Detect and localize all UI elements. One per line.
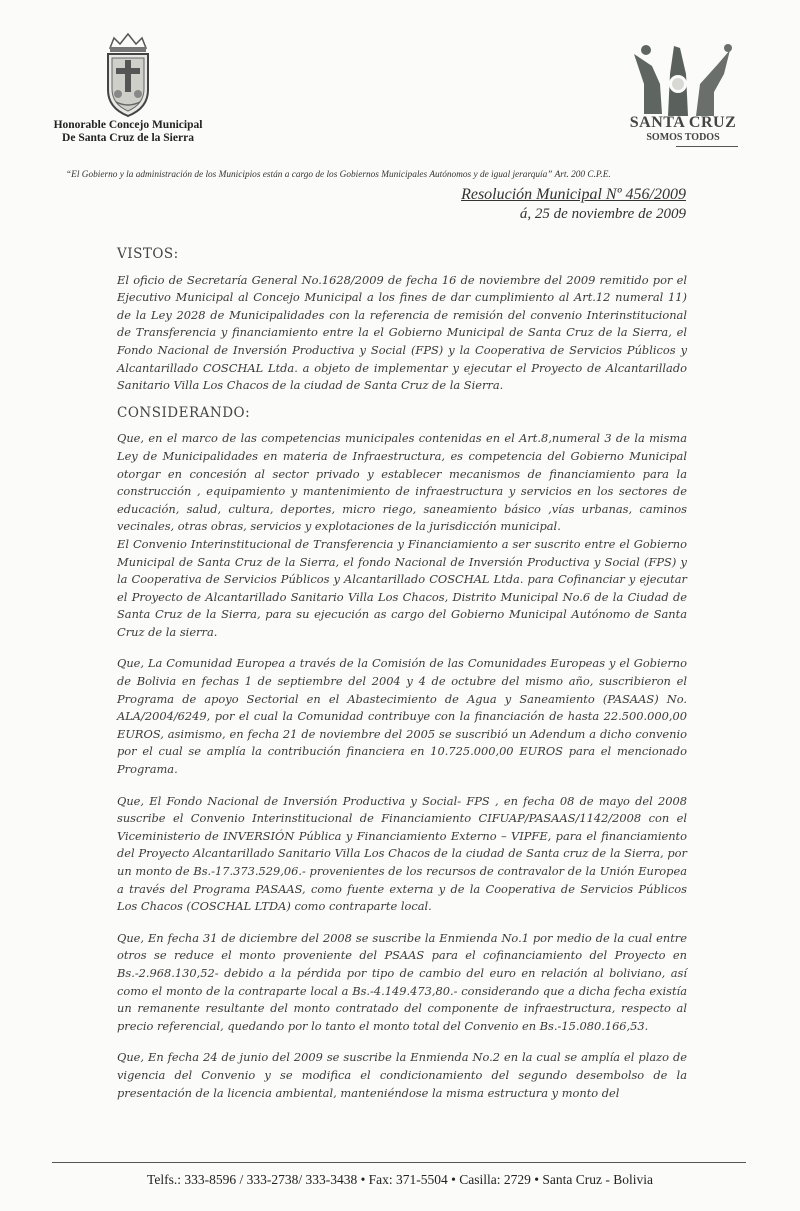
resolution-title: Resolución Municipal Nº 456/2009 (461, 186, 686, 203)
resolution-body (117, 246, 687, 1102)
santa-cruz-figures-icon (630, 44, 734, 120)
council-name (40, 119, 216, 145)
santa-cruz-name: SANTA CRUZ (629, 114, 737, 131)
santa-cruz-logo (628, 44, 738, 156)
considerando-paragraph-4: Que, El Fondo Nacional de Inversión Productiva y Social- FPS , en fecha 08 de mayo del 2008 suscribe el Convenio Interinstitucional de Financiamiento CIFUAP/PASAAS/1142/2008 con el Viceministerio de INVERSIÓN Pública y Financiamiento Externo – VIPFE, para el financiamiento del Proyecto Alcantarillado Sanitario Villa Los Chacos de la ciudad de Santa cruz de la Sierra, por un monto de Bs.-17.373.529,06.- provenientes de los recursos de contravalor de la Unión Europea a través del Programa PASAAS, como fuente externa y de la Cooperativa de Servicios Públicos Los Chacos (COSCHAL LTDA) como contraparte local. (117, 793, 687, 914)
considerando-heading: CONSIDERANDO: (117, 404, 251, 421)
santa-cruz-tagline: SOMOS TODOS (646, 132, 720, 143)
vistos-paragraph: El oficio de Secretaría General No.1628/2009 de fecha 16 de noviembre del 2009 remitido por el Ejecutivo Municipal al Concejo Municipal a los fines de dar cumplimiento al Art.12 numeral 11) de la Ley 2028 de Municipalidades con la referencia de remisión del convenio Interinstitucional de Transferencia y financiamiento entre la el Gobierno Municipal de Santa Cruz de la Sierra, el Fondo Nacional de Inversión Productiva y Social (FPS) y la Cooperativa de Servicios Públicos y Alcantarillado COSCHAL Ltda. a objeto de implementar y ejecutar el Proyecto de Alcantarillado Sanitario Villa Los Chacos de la ciudad de Santa Cruz de la Sierra. (117, 272, 687, 393)
considerando-paragraph-2: El Convenio Interinstitucional de Transferencia y Financiamiento a ser suscrito entre el Gobierno Municipal de Santa Cruz de la Sierra, el fondo Nacional de Inversión Productiva y Social (FPS) y la Cooperativa de Servicios Públicos y Alcantarillado COSCHAL Ltda. para Cofinanciar y ejecutar el Proyecto de Alcantarillado Sanitario Villa Los Chacos, Distrito Municipal No.6 de la Ciudad de Santa Cruz de la Sierra, para su ejecución as cargo del Gobierno Municipal Autónomo de Santa Cruz de la sierra. (117, 536, 687, 639)
council-line-2: De Santa Cruz de la Sierra (62, 132, 194, 144)
considerando-paragraph-5: Que, En fecha 31 de diciembre del 2008 se suscribe la Enmienda No.1 por medio de la cual entre otros se reduce el monto proveniente del PSAAS para el cofinanciamiento del Proyecto en Bs.-2.968.130,52- debido a la pérdida por tipo de cambio del euro en relación al boliviano, así como el monto de la contraparte local a Bs.-4.149.473,80.- considerando que a dicha fecha existía un remanente resultante del monto contratado del componente de infraestructura, respecto al precio referencial, quedando por lo tanto el monto total del Convenio en Bs.-15.080.166,53. (117, 930, 687, 1033)
considerando-paragraph-3: Que, La Comunidad Europea a través de la Comisión de las Comunidades Europeas y el Gobierno de Bolivia en fechas 1 de septiembre del 2004 y 4 de octubre del mismo año, suscribieron el Programa de apoyo Sectorial en el Abastecimiento de Agua y Saneamiento (PASAAS) No. ALA/2004/6249, por el cual la Comunidad contribuye con la financiación de hasta 22.500.000,00 EUROS, asimismo, en fecha 21 de noviembre del 2005 se suscribió un Adendum a dicho convenio por el cual se amplía la contribución financiera en 10.725.000,00 EUROS para el mencionado Programa. (117, 656, 687, 777)
considerando-paragraph-6: Que, En fecha 24 de junio del 2009 se suscribe la Enmienda No.2 en la cual se amplía el plazo de vigencia del Convenio y se modifica el condicionamiento del segundo desembolso de la presentación de la licencia ambiental, manteniéndose la misma estructura y monto del (117, 1050, 687, 1100)
footer-contact: Telfs.: 333-8596 / 333-2738/ 333-3438 • Fax: 371-5504 • Casilla: 2729 • Santa Cruz - Bolivia (147, 1172, 653, 1187)
council-line-1: Honorable Concejo Municipal (53, 119, 203, 131)
considerando-paragraph-1: Que, en el marco de las competencias municipales contenidas en el Art.8,numeral 3 de la misma Ley de Municipalidades en materia de Infraestructura, es competencia del Gobierno Municipal otorgar en concesión al sector privado y establecer mecanismos de financiamiento para la construcción , equipamiento y mantenimiento de infraestructura y servicios en los sectores de educación, salud, cultura, deportes, micro riego, saneamiento básico ,vías urbanas, caminos vecinales, otras obras, servicios y explotaciones de la jurisdicción municipal. (117, 431, 687, 534)
vistos-heading: VISTOS: (117, 246, 179, 262)
constitution-quote: “El Gobierno y la administración de los Municipios están a cargo de los Gobiernos Municipales Autónomos y de igual jerarquía” Art. 200 C.P.E. (66, 170, 611, 180)
coat-of-arms-icon (100, 32, 156, 118)
resolution-date: á, 25 de noviembre de 2009 (519, 206, 686, 222)
logo-underline (676, 146, 738, 147)
footer-divider (52, 1162, 746, 1163)
